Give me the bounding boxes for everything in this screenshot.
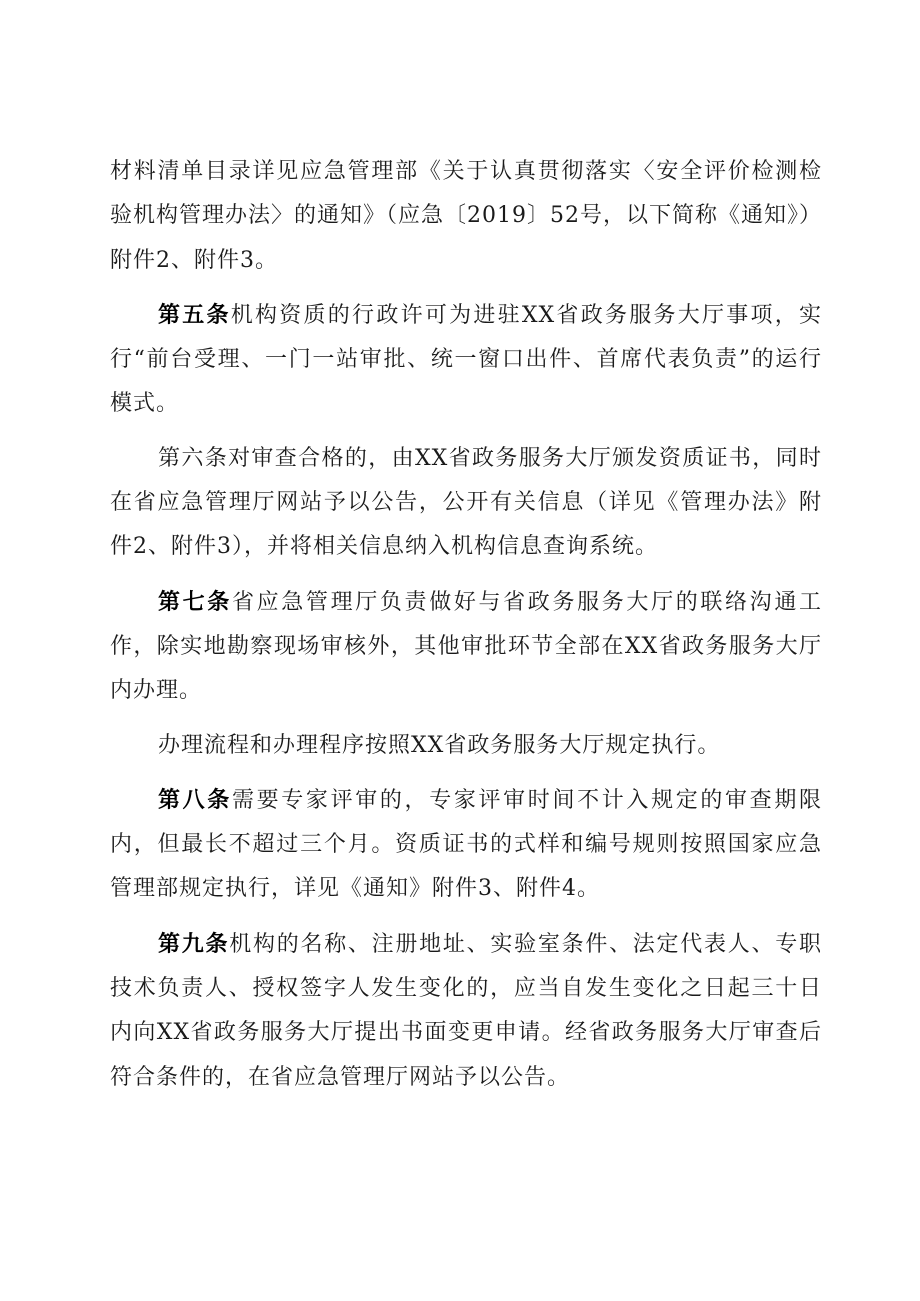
document-body [110, 150, 822, 1100]
paragraph-article-9 [110, 922, 822, 1100]
paragraph-materials-list [110, 150, 822, 283]
paragraph-procedure [110, 724, 822, 768]
paragraph-text: 第六条对审查合格的，由XX省政务服务大厅颁发资质证书，同时在省应急管理厅网站予以公告，公开有关信息（详见《管理办法》附件2、附件3），并将相关信息纳入机构信息查询系统。 [110, 445, 822, 560]
paragraph-article-6 [110, 437, 822, 570]
paragraph-article-5 [110, 293, 822, 427]
paragraph-article-8 [110, 778, 822, 912]
paragraph-text: 需要专家评审的，专家评审时间不计入规定的审查期限内，但最长不超过三个月。资质证书的式样和编号规则按照国家应急管理部规定执行，详见《通知》附件3、附件4。 [110, 787, 822, 902]
paragraph-text: 省应急管理厅负责做好与省政务服务大厅的联络沟通工作，除实地勘察现场审核外，其他审批环节全部在XX省政务服务大厅内办理。 [110, 589, 822, 704]
paragraph-text: 办理流程和办理程序按照XX省政务服务大厅规定执行。 [158, 732, 721, 758]
article-heading: 第五条 [158, 301, 231, 328]
article-heading: 第八条 [158, 786, 232, 813]
paragraph-text: 机构资质的行政许可为进驻XX省政务服务大厅事项，实行“前台受理、一门一站审批、统一窗口出件、首席代表负责”的运行模式。 [110, 302, 822, 417]
paragraph-text: 材料清单目录详见应急管理部《关于认真贯彻落实〈安全评价检测检验机构管理办法〉的通知》（应急〔2019〕52号，以下简称《通知》）附件2、附件3。 [110, 159, 822, 273]
article-heading: 第七条 [158, 588, 232, 615]
article-heading: 第九条 [158, 930, 230, 957]
paragraph-text: 机构的名称、注册地址、实验室条件、法定代表人、专职技术负责人、授权签字人发生变化的，应当自发生变化之日起三十日内向XX省政务服务大厅提出书面变更申请。经省政务服务大厅审查后符合条件的，在省应急管理厅网站予以公告。 [110, 931, 822, 1090]
paragraph-article-7 [110, 580, 822, 714]
